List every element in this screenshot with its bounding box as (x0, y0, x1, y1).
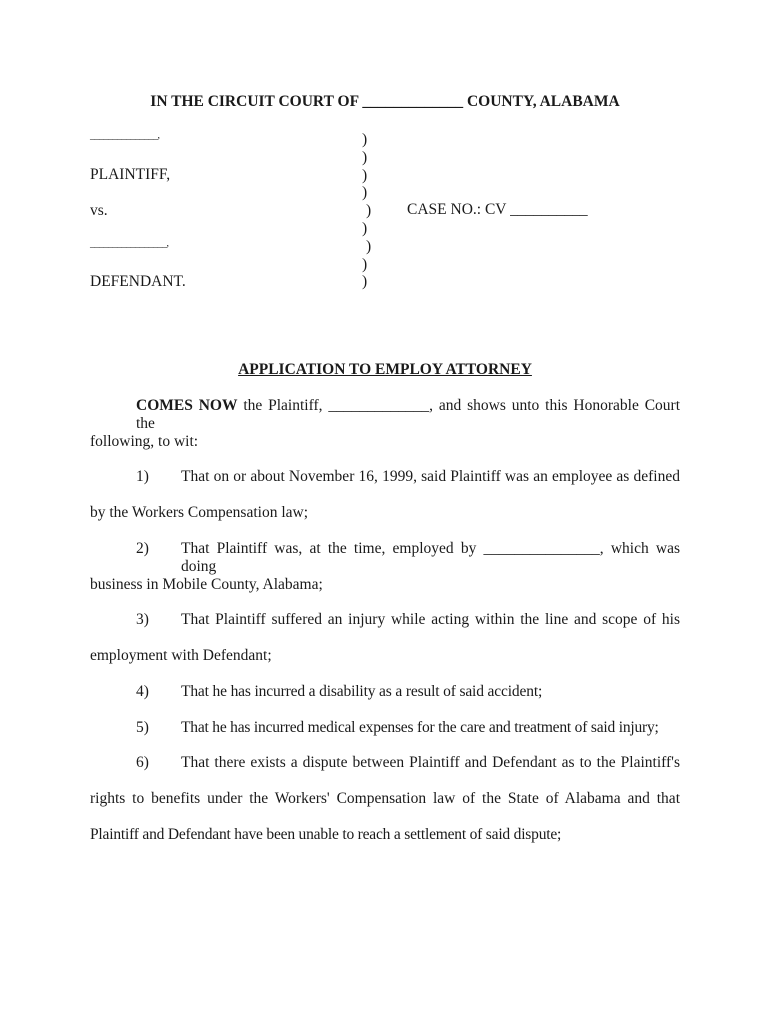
caption-paren: ) (362, 256, 368, 273)
item-number: 6) (136, 754, 149, 771)
caption-paren: ) (366, 202, 372, 219)
item-text-continuation: by the Workers Compensation law; (90, 504, 309, 521)
item-text-continuation: rights to benefits under the Workers' Compensation law of the State of Alabama and that (90, 790, 680, 807)
caption-paren: ) (362, 273, 368, 290)
document-title: APPLICATION TO EMPLOY ATTORNEY (238, 361, 532, 378)
caption-paren: ) (362, 167, 368, 184)
caption-paren: ) (362, 220, 368, 237)
item-text: That Plaintiff was, at the time, employed by _______________, which was doing (181, 540, 680, 575)
intro-line-2: following, to wit: (90, 433, 199, 450)
item-text-continuation: business in Mobile County, Alabama; (90, 576, 323, 593)
versus-label: vs. (90, 202, 108, 219)
item-text: That he has incurred medical expenses for the care and treatment of said injury; (181, 719, 659, 736)
plaintiff-name-blank: _______________, (90, 130, 160, 141)
county-blank: _____________ (362, 93, 464, 110)
comes-now-label: COMES NOW (136, 397, 238, 414)
court-heading (0, 93, 770, 111)
item-text-continuation: employment with Defendant; (90, 647, 272, 664)
defendant-label: DEFENDANT. (90, 273, 186, 290)
item-text: That there exists a dispute between Plaintiff and Defendant as to the Plaintiff's (181, 754, 680, 771)
item-number: 5) (136, 719, 149, 736)
item-number: 2) (136, 540, 149, 557)
court-heading-prefix: IN THE CIRCUIT COURT OF (150, 93, 359, 110)
case-number: CASE NO.: CV __________ (407, 201, 588, 218)
court-heading-suffix: COUNTY, ALABAMA (466, 93, 620, 110)
item-number: 1) (136, 468, 149, 485)
intro-line-1-text: the Plaintiff, _____________, and shows unto this Honorable Court the (136, 397, 680, 432)
item-text-continuation: Plaintiff and Defendant have been unable to reach a settlement of said dispute; (90, 826, 562, 843)
caption-paren: ) (362, 131, 368, 148)
defendant-name-blank: _________________, (90, 238, 169, 249)
caption-paren: ) (362, 149, 368, 166)
item-text: That he has incurred a disability as a result of said accident; (181, 683, 543, 700)
item-text: That Plaintiff suffered an injury while acting within the line and scope of his (181, 611, 680, 628)
item-text: That on or about November 16, 1999, said Plaintiff was an employee as defined (181, 468, 680, 485)
intro-line-1 (136, 397, 680, 433)
plaintiff-label: PLAINTIFF, (90, 166, 171, 183)
caption-paren: ) (362, 184, 368, 201)
caption-paren: ) (366, 238, 372, 255)
item-number: 3) (136, 611, 149, 628)
item-number: 4) (136, 683, 149, 700)
